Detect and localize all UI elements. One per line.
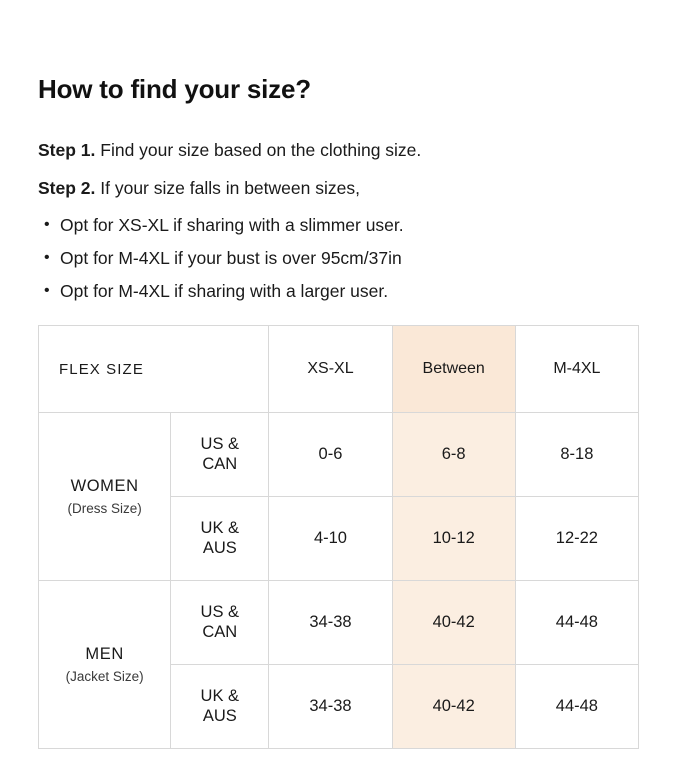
cell-women-ukaus-m-4xl: 12-22 [515,497,638,581]
region-line-1: UK & [200,686,240,705]
group-men [39,581,171,749]
region-line-1: US & [200,602,240,621]
size-chart-table [38,325,639,749]
cell-men-ukaus-between: 40-42 [392,665,515,749]
cell-women-ukaus-xs-xl: 4-10 [269,497,392,581]
region-line-2: AUS [202,538,237,557]
table-row [39,581,639,665]
step-1-label: Step 1. [38,140,96,160]
step-2-text: If your size falls in between sizes, [95,177,360,198]
list-item: • Opt for M-4XL if sharing with a larger user. [38,280,639,304]
group-women [39,413,171,581]
step-2-bullet-list [38,214,639,303]
group-men-sub: (Jacket Size) [65,668,144,684]
region-women-uk-aus [171,497,269,581]
cell-men-ukaus-m-4xl: 44-48 [515,665,638,749]
cell-women-ukaus-between: 10-12 [392,497,515,581]
group-women-name: WOMEN [70,476,139,495]
cell-men-uscan-m-4xl: 44-48 [515,581,638,665]
step-2-label: Step 2. [38,177,96,198]
list-item: • Opt for M-4XL if your bust is over 95cm/37in [38,247,639,271]
region-women-us-can [171,413,269,497]
region-men-us-can [171,581,269,665]
group-women-sub: (Dress Size) [67,500,142,516]
cell-men-uscan-between: 40-42 [392,581,515,665]
table-header-row [39,326,639,413]
cell-women-uscan-xs-xl: 0-6 [269,413,392,497]
step-1-text: Find your size based on the clothing size. [95,140,422,160]
region-line-1: UK & [200,518,240,537]
page-title: How to find your size? [38,74,311,104]
region-line-1: US & [200,434,240,453]
step-1 [38,139,639,163]
cell-women-uscan-m-4xl: 8-18 [515,413,638,497]
size-table-wrapper [38,325,639,749]
region-line-2: CAN [202,454,238,473]
step-2 [38,177,639,201]
header-m-4xl: M-4XL [515,326,638,413]
group-men-name: MEN [85,644,124,663]
region-line-2: AUS [202,706,237,725]
table-row [39,413,639,497]
region-line-2: CAN [202,622,238,641]
cell-men-uscan-xs-xl: 34-38 [269,581,392,665]
cell-men-ukaus-xs-xl: 34-38 [269,665,392,749]
header-flex-size: FLEX SIZE [39,326,269,413]
region-men-uk-aus [171,665,269,749]
list-item: • Opt for XS-XL if sharing with a slimmer user. [38,214,639,238]
header-xs-xl: XS-XL [269,326,392,413]
cell-women-uscan-between: 6-8 [392,413,515,497]
header-between: Between [392,326,515,413]
